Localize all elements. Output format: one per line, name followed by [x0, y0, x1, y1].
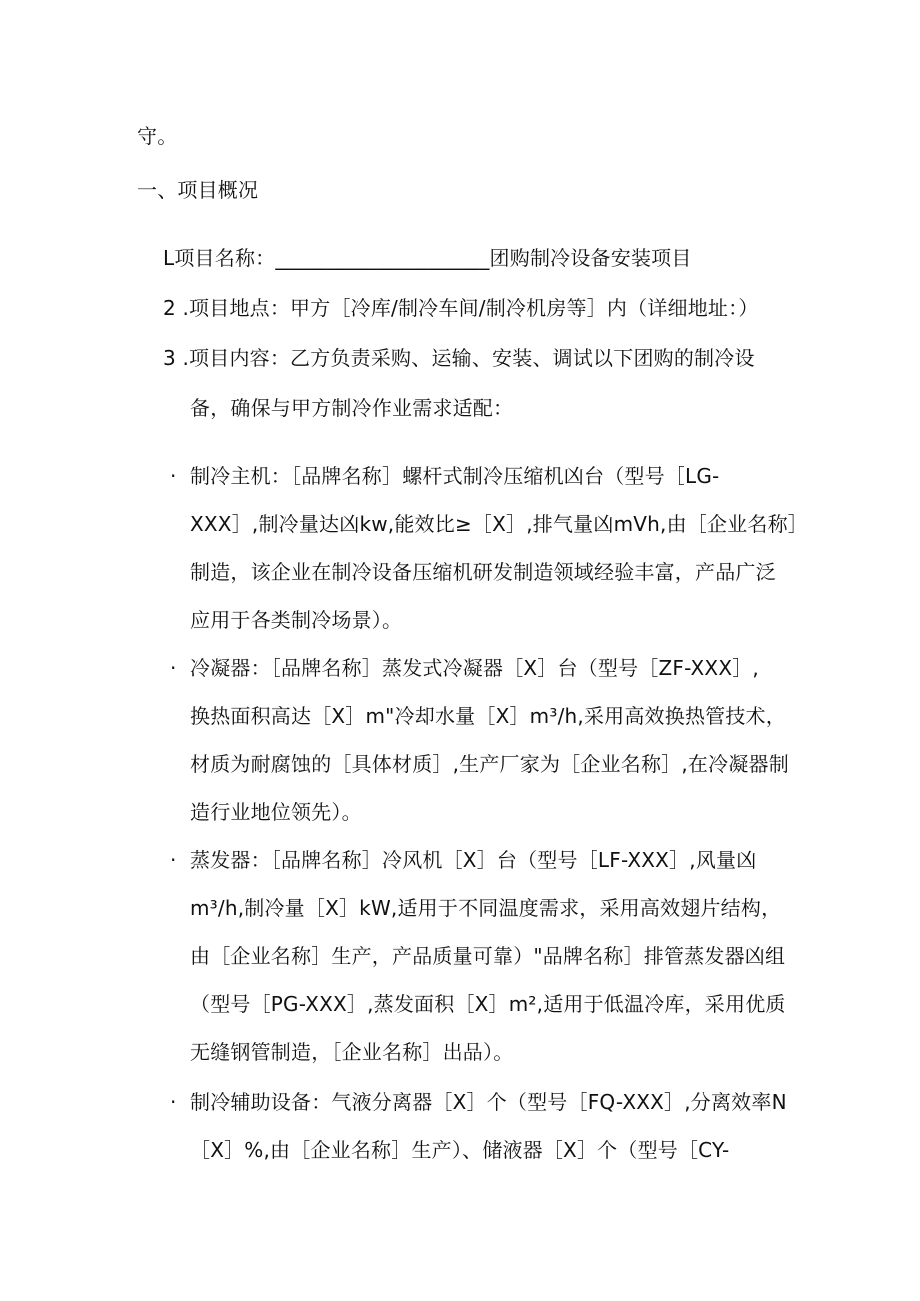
bullet-refrigeration-host-line-2: XXX］,制冷量达凶kw,能效比≥［X］,排气量凶mVh,由［企业名称］ — [190, 512, 808, 536]
bullet-condenser-line-3: 材质为耐腐蚀的［具体材质］,生产厂家为［企业名称］,在冷凝器制 — [190, 752, 789, 776]
item-project-name: L项目名称：_____________________团购制冷设备安装项目 — [163, 246, 692, 270]
section-heading: 一、项目概况 — [137, 178, 259, 202]
item-project-content-cont: 备，确保与甲方制冷作业需求适配： — [190, 396, 514, 420]
bullet-evaporator-line-4: （型号［PG-XXX］,蒸发面积［X］m²,适用于低温冷库，采用优质 — [190, 992, 786, 1016]
bullet-refrigeration-host-line-4: 应用于各类制冷场景）。 — [190, 608, 403, 632]
bullet-dot: · — [170, 848, 177, 872]
bullet-evaporator-line-3: 由［企业名称］生产，产品质量可靠）"品牌名称］排管蒸发器凶组 — [190, 944, 786, 968]
carry-over-text: 守。 — [137, 124, 178, 148]
bullet-condenser-line-2: 换热面积高达［X］m"冷却水量［X］m³/h,采用高效换热管技术， — [190, 704, 786, 728]
bullet-evaporator-line-5: 无缝钢管制造，［企业名称］出品）。 — [190, 1040, 514, 1064]
bullet-auxiliary-line-1: 制冷辅助设备：气液分离器［X］个（型号［FQ-XXX］,分离效率N — [190, 1090, 787, 1114]
bullet-dot: · — [170, 656, 177, 680]
bullet-condenser-line-4: 造行业地位领先）。 — [190, 800, 362, 824]
bullet-refrigeration-host-line-3: 制造，该企业在制冷设备压缩机研发制造领域经验丰富，产品广泛 — [190, 560, 776, 584]
item-project-content: 3 .项目内容：乙方负责采购、运输、安装、调试以下团购的制冷设 — [163, 346, 755, 370]
bullet-condenser-line-1: 冷凝器：［品牌名称］蒸发式冷凝器［X］台（型号［ZF-XXX］, — [190, 656, 759, 680]
item-project-location: 2 .项目地点：甲方［冷库/制冷车间/制冷机房等］内（详细地址：） — [163, 296, 759, 320]
bullet-evaporator-line-2: m³/h,制冷量［X］kW,适用于不同温度需求，采用高效翅片结构， — [190, 896, 782, 920]
bullet-dot: · — [170, 1090, 177, 1114]
bullet-refrigeration-host-line-1: 制冷主机：［品牌名称］螺杆式制冷压缩机凶台（型号［LG- — [190, 464, 720, 488]
bullet-dot: · — [170, 464, 177, 488]
bullet-evaporator-line-1: 蒸发器：［品牌名称］冷风机［X］台（型号［LF-XXX］,风量凶 — [190, 848, 757, 872]
bullet-auxiliary-line-2: ［X］%,由［企业名称］生产）、储液器［X］个（型号［CY- — [190, 1138, 730, 1162]
